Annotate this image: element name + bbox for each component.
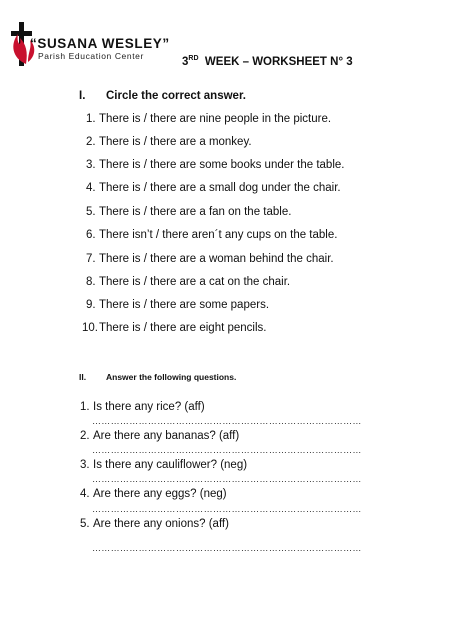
item-text: There is / there are a small dog under the chair.	[99, 182, 341, 194]
item-number: 3.	[86, 159, 96, 171]
answer-line[interactable]: ……………………………………………………………………………	[92, 543, 362, 553]
item-text: There is / there are a fan on the table.	[99, 206, 292, 218]
item-number: 7.	[86, 253, 96, 265]
question-number: 2.	[80, 430, 90, 442]
item-number: 10.	[82, 322, 98, 334]
organization-name: “SUSANA WESLEY”	[30, 36, 170, 51]
question-text: Are there any bananas? (aff)	[93, 430, 240, 442]
section-2-title: Answer the following questions.	[106, 372, 237, 382]
item-number: 2.	[86, 136, 96, 148]
title-superscript: RD	[188, 55, 199, 63]
question-number: 5.	[80, 518, 90, 530]
question-text: Are there any onions? (aff)	[93, 518, 229, 530]
organization-subtitle: Parish Education Center	[38, 51, 144, 61]
answer-line[interactable]: ……………………………………………………………………………	[92, 445, 362, 455]
item-text: There isn’t / there aren´t any cups on the table.	[99, 229, 338, 241]
item-number: 6.	[86, 229, 96, 241]
question-number: 1.	[80, 401, 90, 413]
item-text: There is / there are some books under the table.	[99, 159, 345, 171]
question-text: Is there any cauliflower? (neg)	[93, 459, 248, 471]
item-number: 5.	[86, 206, 96, 218]
question-number: 4.	[80, 488, 90, 500]
item-number: 9.	[86, 299, 96, 311]
answer-line[interactable]: ……………………………………………………………………………	[92, 474, 362, 484]
section-2-number: II.	[79, 372, 87, 382]
title-prefix: 3	[182, 56, 189, 68]
title-rest: WEEK – WORKSHEET N° 3	[204, 56, 353, 68]
answer-line[interactable]: ……………………………………………………………………………	[92, 504, 362, 514]
item-text: There is / there are a monkey.	[99, 136, 252, 148]
question-number: 3.	[80, 459, 90, 471]
item-text: There is / there are a woman behind the chair.	[99, 253, 334, 265]
section-1-title: Circle the correct answer.	[106, 90, 246, 102]
item-text: There is / there are some papers.	[99, 299, 270, 311]
section-1-number: I.	[79, 90, 86, 102]
item-number: 1.	[86, 113, 96, 125]
worksheet-title	[182, 56, 353, 68]
item-text: There is / there are a cat on the chair.	[99, 276, 291, 288]
item-text: There is / there are eight pencils.	[99, 322, 267, 334]
answer-line[interactable]: ……………………………………………………………………………	[92, 416, 362, 426]
question-text: Is there any rice? (aff)	[93, 401, 205, 413]
question-text: Are there any eggs? (neg)	[93, 488, 227, 500]
item-text: There is / there are nine people in the picture.	[99, 113, 332, 125]
item-number: 8.	[86, 276, 96, 288]
item-number: 4.	[86, 182, 96, 194]
